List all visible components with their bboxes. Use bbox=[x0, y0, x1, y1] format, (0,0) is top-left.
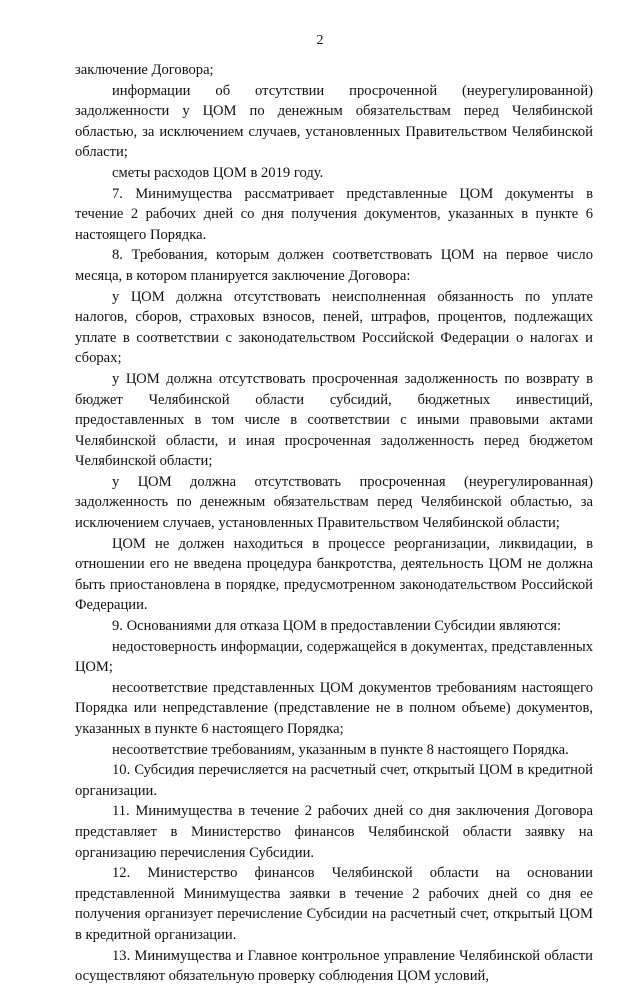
paragraph: у ЦОМ должна отсутствовать просроченная задолженность по возврату в бюджет Челябинской области субсидий, бюджетных инвестиций, предоставленных в том числе в соответствии с иными правовыми актами Челябинской области, и иная просроченная задолженность перед бюджетом Челябинской области; bbox=[75, 370, 593, 470]
paragraph: 8. Требования, которым должен соответствовать ЦОМ на первое число месяца, в котором планируется заключение Договора: bbox=[75, 247, 593, 284]
paragraph: ЦОМ не должен находиться в процессе реорганизации, ликвидации, в отношении его не введена процедура банкротства, деятельность ЦОМ не должна быть приостановлена в порядке, предусмотренном законодательством Российской Федерации. bbox=[75, 535, 593, 614]
paragraph: несоответствие представленных ЦОМ документов требованиям настоящего Порядка или непредставление (представление не в полном объеме) документов, указанных в пункте 6 настоящего Порядка; bbox=[75, 679, 593, 737]
paragraph: 10. Субсидия перечисляется на расчетный счет, открытый ЦОМ в кредитной организации. bbox=[75, 762, 593, 799]
paragraph: несоответствие требованиям, указанным в пункте 8 настоящего Порядка. bbox=[112, 741, 569, 758]
paragraph: недостоверность информации, содержащейся в документах, представленных ЦОМ; bbox=[75, 638, 593, 676]
paragraph: 9. Основаниями для отказа ЦОМ в предоставлении Субсидии являются: bbox=[112, 618, 562, 635]
paragraph: у ЦОМ должна отсутствовать просроченная (неурегулированная) задолженность по денежным обязательствам перед Челябинской областью, за исключением случаев, установленных Правительством Челябинской области; bbox=[75, 473, 593, 532]
page-number: 2 bbox=[316, 33, 324, 48]
document-body bbox=[75, 60, 593, 987]
paragraph: 7. Минимущества рассматривает представленные ЦОМ документы в течение 2 рабочих дней со дня получения документов, указанных в пункте 6 настоящего Порядка. bbox=[75, 185, 593, 243]
paragraph: 11. Минимущества в течение 2 рабочих дней со дня заключения Договора представляет в Министерство финансов Челябинской области заявку на организацию перечисления Субсидии. bbox=[75, 803, 593, 861]
paragraph: информации об отсутствии просроченной (неурегулированной) задолженности у ЦОМ по денежным обязательствам перед Челябинской областью, за исключением случаев, установленных Правительством Челябинской области; bbox=[75, 82, 593, 161]
paragraph: 13. Минимущества и Главное контрольное управление Челябинской области осуществляют обязательную проверку соблюдения ЦОМ условий, bbox=[75, 947, 593, 985]
paragraph: сметы расходов ЦОМ в 2019 году. bbox=[112, 164, 324, 181]
paragraph: у ЦОМ должна отсутствовать неисполненная обязанность по уплате налогов, сборов, страховых взносов, пеней, штрафов, процентов, подлежащих уплате в соответствии с законодательством Российской Федерации о налогах и сборах; bbox=[75, 288, 593, 367]
paragraph: заключение Договора; bbox=[75, 62, 214, 78]
paragraph: 12. Министерство финансов Челябинской области на основании представленной Минимущества заявки в течение 2 рабочих дней со дня ее получения организует перечисление Субсидии на расчетный счет, открытый ЦОМ в кредитной организации. bbox=[75, 865, 593, 943]
